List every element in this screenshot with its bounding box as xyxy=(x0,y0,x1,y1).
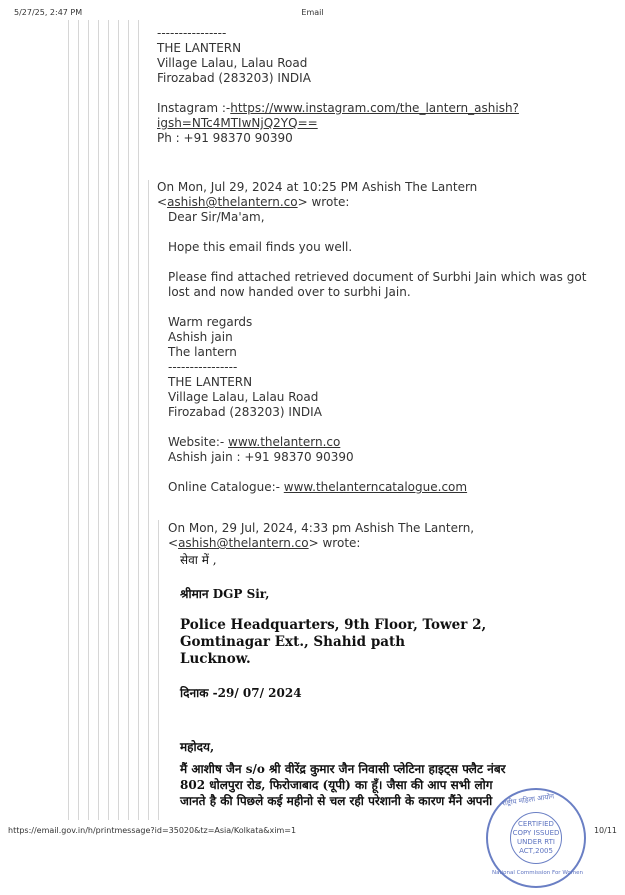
quote-line xyxy=(138,20,139,820)
letter-body xyxy=(180,761,506,809)
address-line: Village Lalau, Lalau Road xyxy=(157,56,308,70)
sender-name: Ashish jain xyxy=(168,330,233,344)
stamp-line: COPY ISSUED xyxy=(512,829,560,837)
greeting: Dear Sir/Ma'am, xyxy=(168,210,265,224)
stamp-line: ACT,2005 xyxy=(519,847,553,855)
quote-line xyxy=(108,20,109,820)
address-line: Gomtinagar Ext., Shahid path xyxy=(180,634,406,650)
paragraph: Hope this email finds you well. xyxy=(168,240,353,254)
quote-header-suffix: > wrote: xyxy=(308,536,361,550)
address-line: Lucknow. xyxy=(180,651,251,667)
website-link[interactable]: www.thelantern.co xyxy=(228,435,341,449)
company-name: THE LANTERN xyxy=(157,41,242,55)
address-line: Village Lalau, Lalau Road xyxy=(168,390,319,404)
stamp-line: UNDER RTI xyxy=(517,838,555,846)
quote-line xyxy=(118,20,119,820)
quote-line xyxy=(98,20,99,820)
letter-body-line: मैं आशीष जैन s/o श्री वीरेंद्र कुमार जैन निवासी प्लेटिना हाइट्स फ्लैट नंबर xyxy=(180,762,506,776)
quote1-header: On Mon, Jul 29, 2024 at 10:25 PM Ashish The Lantern <ashish@thelantern.co> wrote: xyxy=(157,180,478,209)
quote1-body xyxy=(168,210,586,495)
quote-line xyxy=(128,20,129,820)
top-signature xyxy=(157,26,519,146)
website-label: Website:- xyxy=(168,435,229,449)
quote-line xyxy=(78,20,79,820)
quote-header-line: On Mon, Jul 29, 2024 at 10:25 PM Ashish The Lantern xyxy=(157,180,478,194)
regards: Warm regards xyxy=(168,315,253,329)
quote-line xyxy=(158,520,159,820)
letter-body-line: 802 धोलपुरा रोड, फिरोजाबाद (यूपी) का हूँ। जैसा की आप सभी लोग xyxy=(180,778,493,792)
quote-line xyxy=(148,180,149,820)
catalogue-link[interactable]: www.thelanterncatalogue.com xyxy=(283,480,468,494)
letter-addressee: श्रीमान DGP Sir, xyxy=(180,587,270,601)
letter-body-line: जानते है की पिछले कई महीनो से चल रही परेशानी के कारण मैंने अपनी xyxy=(180,794,493,808)
print-url: https://email.gov.in/h/printmessage?id=35020&tz=Asia/Kolkata&xim=1 xyxy=(8,826,297,835)
company-name: THE LANTERN xyxy=(168,375,253,389)
letter-date: दिनाक -29/ 07/ 2024 xyxy=(180,686,302,700)
sender-email-link[interactable]: ashish@thelantern.co xyxy=(167,195,298,209)
address-line: Police Headquarters, 9th Floor, Tower 2, xyxy=(180,617,487,633)
signature-separator: ---------------- xyxy=(168,360,238,374)
letter-address xyxy=(180,617,486,668)
certified-copy-stamp xyxy=(486,788,586,888)
instagram-label: Instagram :- xyxy=(157,101,231,115)
paragraph: lost and now handed over to surbhi Jain. xyxy=(168,285,411,299)
signature-separator: ---------------- xyxy=(157,26,227,40)
catalogue-label: Online Catalogue:- xyxy=(168,480,284,494)
phone-text: Ph : +91 98370 90390 xyxy=(157,131,293,145)
instagram-link[interactable]: https://www.instagram.com/the_lantern_ashish? xyxy=(230,101,519,115)
quote2-header: On Mon, 29 Jul, 2024, 4:33 pm Ashish The Lantern, <ashish@thelantern.co> wrote: xyxy=(168,521,475,550)
print-title: Email xyxy=(301,8,324,17)
letter-salutation: सेवा में , xyxy=(180,553,217,567)
phone-text: Ashish jain : +91 98370 90390 xyxy=(168,450,354,464)
stamp-ring-bottom: National Commission For Women xyxy=(492,870,584,876)
quote-line xyxy=(68,20,69,820)
sender-org: The lantern xyxy=(168,345,237,359)
address-line: Firozabad (283203) INDIA xyxy=(157,71,311,85)
stamp-line: CERTIFIED xyxy=(518,820,554,828)
sender-email-link[interactable]: ashish@thelantern.co xyxy=(178,536,309,550)
quote-header-line: On Mon, 29 Jul, 2024, 4:33 pm Ashish The Lantern, xyxy=(168,521,475,535)
paragraph: Please find attached retrieved document of Surbhi Jain which was got xyxy=(168,270,587,284)
quote-header-suffix: > wrote: xyxy=(297,195,350,209)
address-line: Firozabad (283203) INDIA xyxy=(168,405,322,419)
letter-mahoday: महोदय, xyxy=(180,740,215,754)
instagram-link-cont[interactable]: igsh=NTc4MTIwNjQ2YQ== xyxy=(157,116,318,130)
stamp-ring-top: राष्ट्रीय महिला आयोग xyxy=(501,792,555,808)
print-datetime: 5/27/25, 2:47 PM xyxy=(14,8,83,17)
quote-line xyxy=(88,20,89,820)
page-number: 10/11 xyxy=(593,826,617,835)
